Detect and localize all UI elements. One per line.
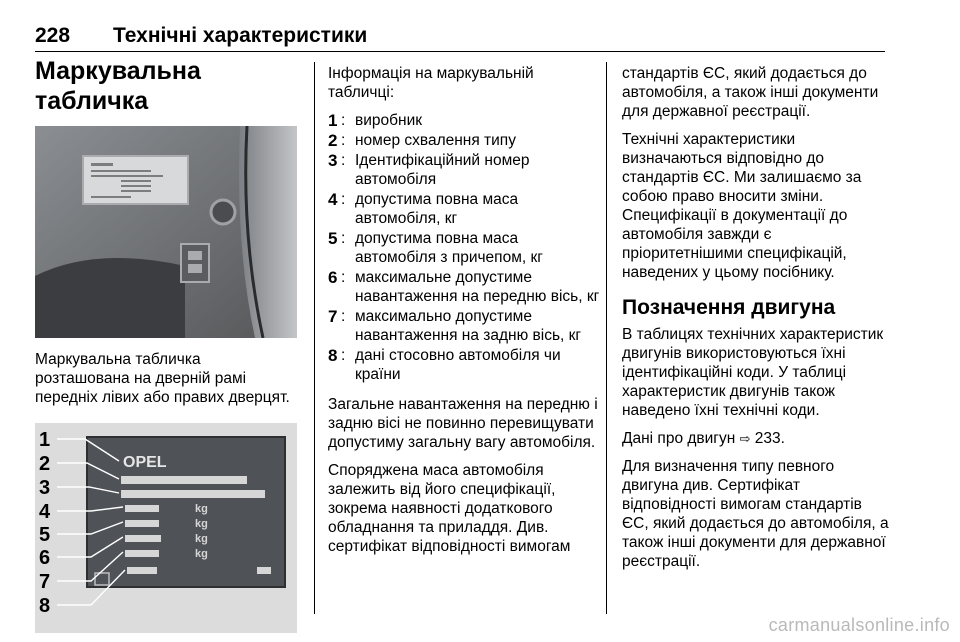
column-divider — [606, 62, 607, 614]
legend-number: 3 — [328, 151, 338, 170]
callout-1: 1 — [39, 429, 51, 451]
paragraph-continuation: стандартів ЄС, який додається до автомобіля, а також інші документи для державної реєстрації. — [622, 65, 879, 120]
legend-intro: Інформація на маркувальній табличці: — [328, 65, 534, 101]
legend-item: 1 : виробник — [328, 111, 600, 130]
paragraph-engine-data-ref: Дані про двигун ⇨ 233. — [622, 430, 785, 447]
callout-3: 3 — [39, 477, 51, 499]
column-divider — [314, 62, 315, 614]
legend-item: 6 : максимальне допустиме навантаження на передню вісь, кг — [328, 268, 600, 305]
plate-unit: kg — [195, 518, 208, 530]
legend-item: 3 : Ідентифікаційний номер автомобіля — [328, 151, 600, 189]
plate-line-weight-4 — [125, 550, 159, 557]
legend-number: 1 — [328, 111, 338, 130]
plate-legend — [328, 111, 600, 384]
plate-line-weight-3 — [125, 535, 161, 542]
legend-number: 6 — [328, 268, 338, 287]
plate-line-code — [257, 567, 271, 574]
plate-unit: kg — [195, 548, 208, 560]
plate-unit: kg — [195, 503, 208, 515]
callout-4: 4 — [39, 501, 51, 523]
column-middle — [328, 64, 600, 565]
legend-item: 2 : номер схвалення типу — [328, 131, 600, 150]
plate-line-type-approval — [121, 476, 247, 484]
callout-7: 7 — [39, 571, 51, 593]
page-number: 228 — [35, 24, 71, 47]
plate-line-weight-1 — [125, 505, 159, 512]
plate-line-country-data — [127, 567, 157, 574]
paragraph-specifications: Технічні характеристики визначаються відповідно до стандартів ЄС. Ми залишаємо за собою право вносити зміни. Специфікації в документації до автомобіля завжди є пріоритетнішими специфікацій, наведених у цьому посібнику. — [622, 131, 862, 281]
door-frame-photo — [35, 126, 297, 338]
plate-unit: kg — [195, 533, 208, 545]
column-right — [622, 64, 892, 580]
legend-text: допустима повна маса автомобіля, кг — [355, 191, 519, 227]
callout-2: 2 — [39, 453, 51, 475]
plate-diagram — [35, 423, 297, 633]
legend-item: 8 : дані стосовно автомобіля чи країни — [328, 346, 600, 384]
legend-text: Ідентифікаційний номер автомобіля — [355, 152, 530, 188]
legend-number: 2 — [328, 131, 338, 150]
legend-item: 5 : допустима повна маса автомобіля з причепом, кг — [328, 229, 600, 267]
running-title: Технічні характеристики — [113, 24, 368, 47]
legend-text: максимальне допустиме навантаження на передню вісь, кг — [355, 269, 600, 305]
callout-6: 6 — [39, 547, 51, 569]
legend-text: номер схвалення типу — [355, 132, 516, 149]
paragraph-engine-codes: В таблицях технічних характеристик двигунів використовуються їхні ідентифікаційні коди. У таблиці характеристик двигунів також наведено їхні технічні коди. — [622, 326, 884, 419]
plate-line-vin — [121, 490, 265, 498]
cross-reference-icon: ⇨ — [739, 431, 751, 446]
cross-reference-page[interactable]: 233. — [754, 430, 785, 447]
legend-text: виробник — [355, 112, 423, 129]
photo-caption: Маркувальна табличка розташована на дверній рамі передніх лівих або правих дверцят. — [35, 351, 290, 406]
legend-number: 8 — [328, 346, 338, 365]
plate-illustration — [35, 423, 297, 633]
paragraph-curb-weight: Споряджена маса автомобіля залежить від його специфікації, зокрема наявності додаткового обладнання та приладдя. Див. сертифікат відповідності вимогам — [328, 462, 571, 555]
paragraph-axle-load: Загальне навантаження на передню і задню вісі не повинно перевищувати допустиму загальну вагу автомобіля. — [328, 396, 598, 451]
legend-item: 4 : допустима повна маса автомобіля, кг — [328, 190, 600, 228]
door-frame-illustration — [35, 126, 297, 338]
legend-number: 5 — [328, 229, 338, 248]
section-heading-engine: Позначення двигуна — [622, 296, 836, 319]
plate-line-weight-2 — [125, 520, 159, 527]
legend-text: дані стосовно автомобіля чи країни — [355, 347, 561, 383]
legend-number: 4 — [328, 190, 338, 209]
watermark: carmanualsonline.info — [768, 615, 950, 635]
plate-brand: OPEL — [123, 454, 167, 471]
legend-text: допустима повна маса автомобіля з причепом, кг — [355, 230, 543, 266]
section-heading: Маркувальна табличка — [35, 57, 201, 115]
legend-item: 7 : максимально допустиме навантаження на задню вісь, кг — [328, 307, 600, 345]
legend-number: 7 — [328, 307, 338, 326]
callout-8: 8 — [39, 595, 51, 617]
column-left — [35, 56, 297, 633]
paragraph-engine-type: Для визначення типу певного двигуна див. Сертифікат відповідності вимогам стандартів ЄС, який додається до автомобіля, а також інші документи для державної реєстрації. — [622, 458, 889, 570]
callout-5: 5 — [39, 524, 51, 546]
legend-text: максимально допустиме навантаження на задню вісь, кг — [355, 308, 582, 344]
page-header — [35, 8, 885, 52]
